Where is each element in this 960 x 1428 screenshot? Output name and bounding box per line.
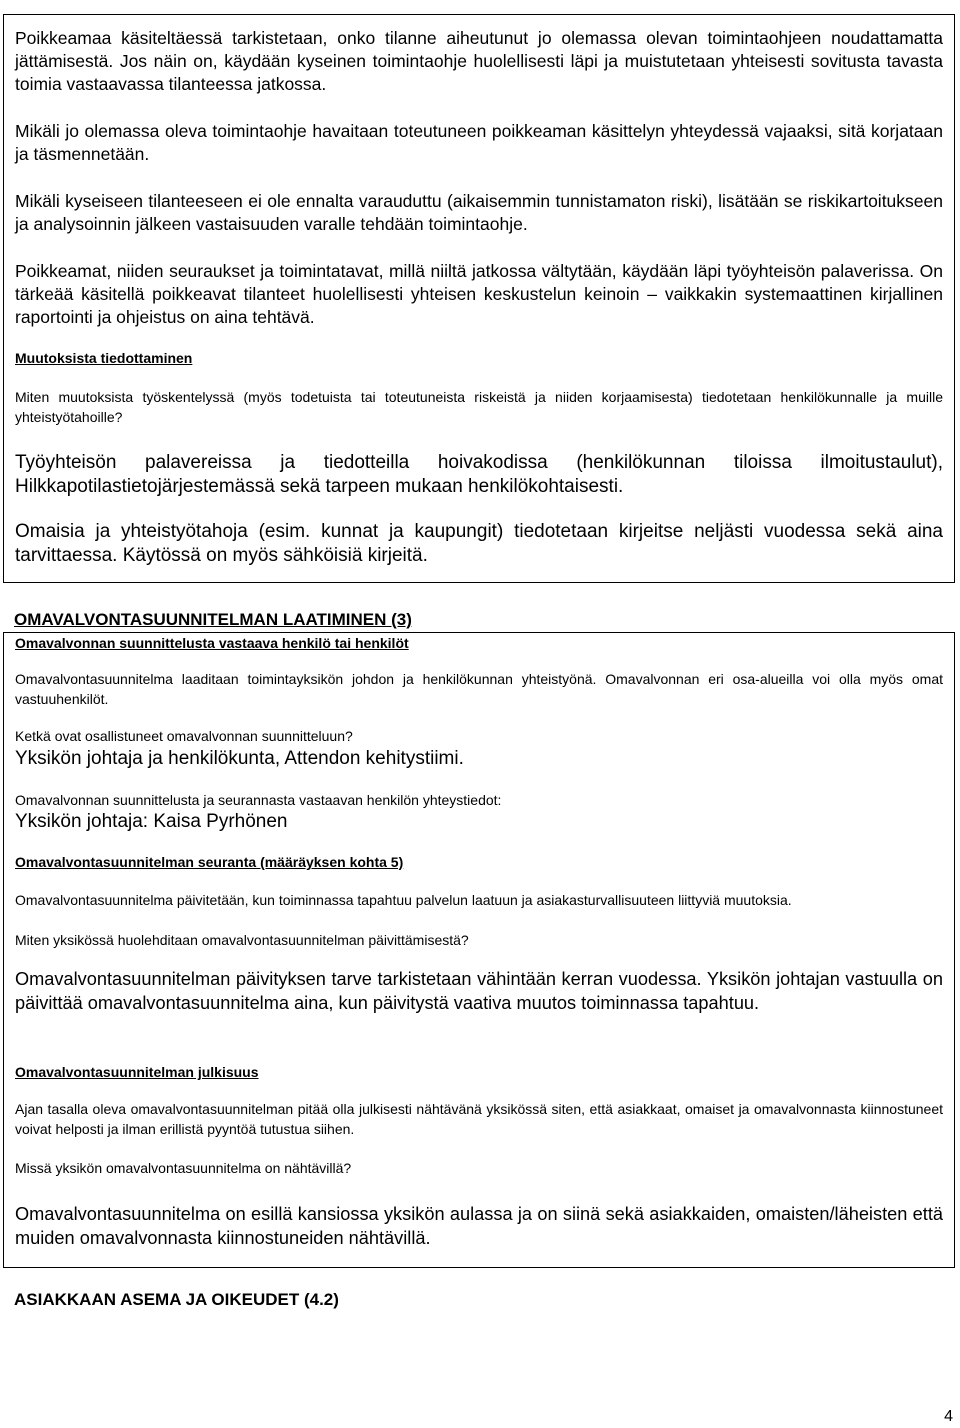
changes-communication-question: Miten muutoksista työskentelyssä (myös todetuista tai toteutuneista riskeistä ja niiden korjaamisesta) tiedotetaan henkilökunnalle ja muille yhteistyötahoille? [15,389,943,425]
section-title-plan-preparation: OMAVALVONTASUUNNITELMAN LAATIMINEN (3) [14,610,412,629]
plan-location-question: Missä yksikön omavalvontasuunnitelma on nähtävillä? [15,1160,352,1176]
plan-preparation-box [3,632,955,1268]
changes-communication-heading: Muutoksista tiedottaminen [15,350,193,366]
team-meeting-paragraph: Poikkeamat, niiden seuraukset ja toimintatavat, millä niiltä jatkossa vältytään, käydään läpi työyhteisön palaverissa. On tärkeää käsitellä poikkeavat tilanteet huolellisesti yhteisen keskustelun keinoin – vaikkakin systemaattinen kirjallinen raportointi ja ohjeistus on aina tehtävä. [15,261,943,327]
plan-monitoring-heading: Omavalvontasuunnitelman seuranta (määräyksen kohta 5) [15,854,404,870]
plan-publicity-heading: Omavalvontasuunnitelman julkisuus [15,1064,259,1080]
plan-monitoring-text: Omavalvontasuunnitelma päivitetään, kun toiminnassa tapahtuu palvelun laatuun ja asiakasturvallisuuteen liittyviä muutoksia. [15,892,792,908]
participants-question: Ketkä ovat osallistuneet omavalvonnan suunnitteluun? [15,728,353,744]
contact-info-question: Omavalvonnan suunnittelusta ja seurannasta vastaavan henkilön yhteystiedot: [15,792,502,808]
responsible-persons-heading: Omavalvonnan suunnittelusta vastaava henkilö tai henkilöt [15,635,409,651]
plan-publicity-text: Ajan tasalla oleva omavalvontasuunnitelman pitää olla julkisesti nähtävänä yksikössä siten, että asiakkaat, omaiset ja omavalvonnasta kiinnostuneet voivat helposti ja ilman erillistä pyyntöä tutustua siihen. [15,1101,943,1137]
changes-communication-answer-relatives: Omaisia ja yhteistyötahoja (esim. kunnat ja kaupungit) tiedotetaan kirjeitse neljästi vuodessa sekä aina tarvittaessa. Käytössä on myös sähköisiä kirjeitä. [15,521,943,566]
plan-update-answer: Omavalvontasuunnitelman päivityksen tarve tarkistetaan vähintään kerran vuodessa. Yksikön johtajan vastuulla on päivittää omavalvontasuunnitelma aina, kun päivitystä vaativa muutos toiminnassa tapahtuu. [15,969,943,1013]
plan-location-answer: Omavalvontasuunnitelma on esillä kansiossa yksikön aulassa ja on siinä sekä asiakkaiden, omaisten/läheisten että muiden omavalvonnasta kiinnostuneiden nähtävillä. [15,1204,943,1248]
deviation-review-paragraph: Poikkeamaa käsiteltäessä tarkistetaan, onko tilanne aiheutunut jo olemassa olevan toimintaohjeen noudattamatta jättämisestä. Jos näin on, käydään kyseinen toimintaohje huolellisesti läpi ja muistutetaan yhteisesti sovitusta tavasta toimia vastaavassa tilanteessa jatkossa. [15,28,943,94]
participants-answer: Yksikön johtaja ja henkilökunta, Attendon kehitystiimi. [15,748,464,769]
instruction-correction-paragraph: Mikäli jo olemassa oleva toimintaohje havaitaan toteutuneen poikkeaman käsittelyn yhteydessä vajaaksi, sitä korjataan ja täsmennetään. [15,121,943,164]
handling-deviations-box [3,14,955,583]
plan-update-question: Miten yksikössä huolehditaan omavalvontasuunnitelman päivittämisestä? [15,932,469,948]
page-number: 4 [944,1408,953,1425]
contact-info-answer: Yksikön johtaja: Kaisa Pyrhönen [15,811,288,832]
unforeseen-risk-paragraph: Mikäli kyseiseen tilanteeseen ei ole ennalta varauduttu (aikaisemmin tunnistamaton riski), lisätään se riskikartoitukseen ja analysoinnin jälkeen vastaisuuden varalle tehdään toimintaohje. [15,191,943,234]
section-title-client-rights: ASIAKKAAN ASEMA JA OIKEUDET (4.2) [14,1290,339,1309]
responsible-persons-text: Omavalvontasuunnitelma laaditaan toimintayksikön johdon ja henkilökunnan yhteistyönä. Omavalvonnan eri osa-alueilla voi olla myös omat vastuuhenkilöt. [15,671,943,707]
changes-communication-answer-staff: Työyhteisön palavereissa ja tiedotteilla hoivakodissa (henkilökunnan tiloissa ilmoitustaulut), Hilkkapotilastietojärjestemässä sekä tarpeen mukaan henkilökohtaisesti. [15,452,943,497]
